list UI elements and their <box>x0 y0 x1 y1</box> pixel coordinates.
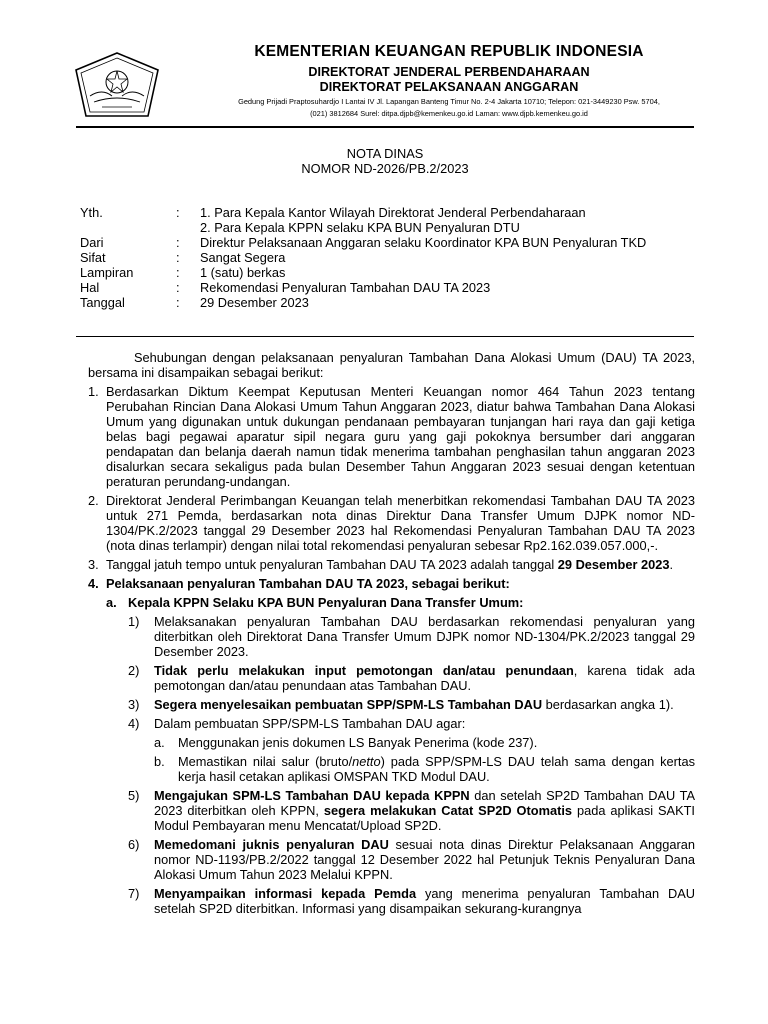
memo-header-fields <box>80 205 700 310</box>
list-text: Menggunakan jenis dokumen LS Banyak Penerima (kode 237). <box>178 735 538 750</box>
step-7 <box>128 886 695 916</box>
field-label: Dari <box>80 235 104 250</box>
list-text: Berdasarkan Diktum Keempat Keputusan Menteri Keuangan nomor 464 Tahun 2023 tentang Perubahan Rincian Dana Alokasi Umum Tahun Anggaran 2023, diatur bahwa Tambahan Dana Alokasi Umum yang digunakan untuk dukungan pendanaan pembayaran tunjangan hari raya dan gaji ketiga belas bagi pegawai aparatur sipil negara guru yang gaji pokoknya bersumber dari anggaran pendapatan dan belanja daerah namun tidak menerima tambahan penghasilan tahun anggaran 2023 disalurkan secara sekaligus pada bulan Desember Tahun Anggaran 2023 sesuai dengan ketentuan peraturan perundang-undangan. <box>106 384 695 489</box>
emphasis: Tidak perlu melakukan input pemotongan dan/atau penundaan <box>154 663 574 678</box>
list-number: 4) <box>128 716 140 731</box>
list-number: a. <box>154 735 165 750</box>
step-6 <box>128 837 695 882</box>
field-value: Rekomendasi Penyaluran Tambahan DAU TA 2023 <box>200 280 491 295</box>
step-5 <box>128 788 695 833</box>
step-2 <box>128 663 695 693</box>
field-tanggal <box>80 295 700 310</box>
list-text: Direktorat Jenderal Perimbangan Keuangan telah menerbitkan rekomendasi Tambahan DAU TA 2023 untuk 271 Pemda, berdasarkan nota dinas Direktur Dana Transfer Umum DJPK nomor ND-1304/PK.2/2023 tanggal 29 Desember 2023 hal Rekomendasi Penyaluran Tambahan DAU TA 2023 (nota dinas terlampir) dengan nilai total rekomendasi penyaluran sebesar Rp2.162.039.057.000,-. <box>106 493 695 553</box>
list-number: 7) <box>128 886 140 901</box>
text-run: ) pada SPP/SPM-LS DAU telah sama dengan kertas kerja hasil cetakan aplikasi OMSPAN TKD Modul DAU. <box>178 754 695 784</box>
field-colon: : <box>176 265 180 280</box>
field-label: Hal <box>80 280 100 295</box>
list-text <box>154 697 695 712</box>
letterhead <box>0 0 768 130</box>
field-lampiran <box>80 265 700 280</box>
emphasis: Menyampaikan informasi kepada Pemda <box>154 886 417 901</box>
field-colon: : <box>176 280 180 295</box>
field-label: Lampiran <box>80 265 134 280</box>
field-colon: : <box>176 295 180 310</box>
list-text <box>106 557 695 572</box>
step-1 <box>128 614 695 659</box>
kemenkeu-emblem-icon <box>72 50 162 122</box>
list-number: 4. <box>88 576 99 591</box>
list-number: 2. <box>88 493 99 508</box>
list-number: 3) <box>128 697 140 712</box>
field-dari <box>80 235 700 250</box>
list-item-1 <box>88 384 695 489</box>
list-number: 5) <box>128 788 140 803</box>
field-sifat <box>80 250 700 265</box>
text-run: sesuai nota dinas Direktur Pelaksanaan Anggaran nomor ND-1193/PB.2/2022 tanggal 12 Desember 2022 hal Petunjuk Teknis Penyaluran Dana Alokasi Umum Tahun 2023 Melalui KPPN. <box>154 837 695 882</box>
directorate-general-name: DIREKTORAT JENDERAL PERBENDAHARAAN <box>308 65 590 79</box>
ministry-name: KEMENTERIAN KEUANGAN REPUBLIK INDONESIA <box>254 43 644 60</box>
list-text <box>154 788 695 833</box>
list-text: Kepala KPPN Selaku KPA BUN Penyaluran Dana Transfer Umum: <box>128 595 524 610</box>
address-line-2: (021) 3812684 Surel: ditpa.djpb@kemenkeu.go.id Laman: www.djpb.kemenkeu.go.id <box>310 109 588 118</box>
list-text: Dalam pembuatan SPP/SPM-LS Tambahan DAU agar: <box>154 716 466 731</box>
text-run: Tanggal jatuh tempo untuk penyaluran Tambahan DAU TA 2023 adalah tanggal <box>106 557 558 572</box>
field-colon: : <box>176 250 180 265</box>
field-colon: : <box>176 205 180 220</box>
list-item-2 <box>88 493 695 553</box>
recipient-2: 2. Para Kepala KPPN selaku KPA BUN Penyaluran DTU <box>200 220 520 235</box>
text-run: , karena tidak ada pemotongan dan/atau penundaan atas Tambahan DAU. <box>154 663 695 693</box>
memo-title-block <box>76 146 694 176</box>
field-label: Tanggal <box>80 295 125 310</box>
list-number: b. <box>154 754 165 769</box>
due-date: 29 Desember 2023 <box>557 557 670 572</box>
list-number: 2) <box>128 663 140 678</box>
list-text <box>154 663 695 693</box>
directorate-name: DIREKTORAT PELAKSANAAN ANGGARAN <box>319 80 579 94</box>
field-value: Sangat Segera <box>200 250 286 265</box>
text-run: . <box>669 557 674 572</box>
field-hal <box>80 280 700 295</box>
emphasis: Mengajukan SPM-LS Tambahan DAU kepada KPPN <box>154 788 470 803</box>
text-run: berdasarkan angka 1). <box>542 697 674 712</box>
memo-number: NOMOR ND-2026/PB.2/2023 <box>301 161 469 176</box>
list-number: a. <box>106 595 117 610</box>
intro-paragraph: Sehubungan dengan pelaksanaan penyaluran Tambahan Dana Alokasi Umum (DAU) TA 2023, bersama ini disampaikan sebagai berikut: <box>88 350 695 380</box>
text-run: Memastikan nilai salur (bruto/ <box>178 754 353 769</box>
field-value: 1 (satu) berkas <box>200 265 286 280</box>
list-text <box>154 886 695 916</box>
italic-term: netto <box>352 754 381 769</box>
letterhead-text <box>168 42 730 119</box>
letterhead-divider <box>76 126 694 128</box>
sub-item-a <box>106 595 695 610</box>
list-number: 3. <box>88 557 99 572</box>
memo-body <box>88 350 695 916</box>
list-number: 6) <box>128 837 140 852</box>
step-4-b <box>154 754 695 784</box>
field-label: Sifat <box>80 250 106 265</box>
list-text: Melaksanakan penyaluran Tambahan DAU berdasarkan rekomendasi penyaluran yang diterbitkan oleh Direktorat Dana Transfer Umum DJPK nomor ND-1304/PK.2/2023 tanggal 29 Desember 2023. <box>154 614 695 659</box>
list-text <box>154 837 695 882</box>
text-run: yang menerima penyaluran Tambahan DAU setelah SP2D diterbitkan. Informasi yang disampaikan sekurang-kurangnya <box>154 886 695 916</box>
list-text <box>178 754 695 784</box>
step-4-a <box>154 735 695 750</box>
list-text: Pelaksanaan penyaluran Tambahan DAU TA 2023, sebagai berikut: <box>106 576 510 591</box>
emphasis: segera melakukan Catat SP2D Otomatis <box>323 803 573 818</box>
step-4 <box>128 716 695 731</box>
list-item-4 <box>88 576 695 591</box>
recipient-1: 1. Para Kepala Kantor Wilayah Direktorat Jenderal Perbendaharaan <box>200 205 586 220</box>
emphasis: Segera menyelesaikan pembuatan SPP/SPM-LS Tambahan DAU <box>154 697 543 712</box>
list-number: 1) <box>128 614 140 629</box>
field-value: Direktur Pelaksanaan Anggaran selaku Koordinator KPA BUN Penyaluran TKD <box>200 235 647 250</box>
field-value <box>200 205 700 235</box>
field-value: 29 Desember 2023 <box>200 295 309 310</box>
field-colon: : <box>176 235 180 250</box>
header-divider <box>76 336 694 337</box>
list-number: 1. <box>88 384 99 399</box>
text-run: dan setelah SP2D Tambahan DAU TA 2023 diterbitkan oleh KPPN, <box>154 788 695 818</box>
address-line-1: Gedung Prijadi Praptosuhardjo I Lantai IV Jl. Lapangan Banteng Timur No. 2-4 Jakarta 10710; Telepon: 021-3449230 Psw. 5704, <box>238 97 660 106</box>
field-label: Yth. <box>80 205 103 220</box>
list-item-3 <box>88 557 695 572</box>
memo-title: NOTA DINAS <box>346 146 424 161</box>
text-run: pada aplikasi SAKTI Modul Pembayaran menu Mencatat/Upload SP2D. <box>154 803 695 833</box>
field-yth <box>80 205 700 235</box>
step-3 <box>128 697 695 712</box>
emphasis: Memedomani juknis penyaluran DAU <box>154 837 389 852</box>
